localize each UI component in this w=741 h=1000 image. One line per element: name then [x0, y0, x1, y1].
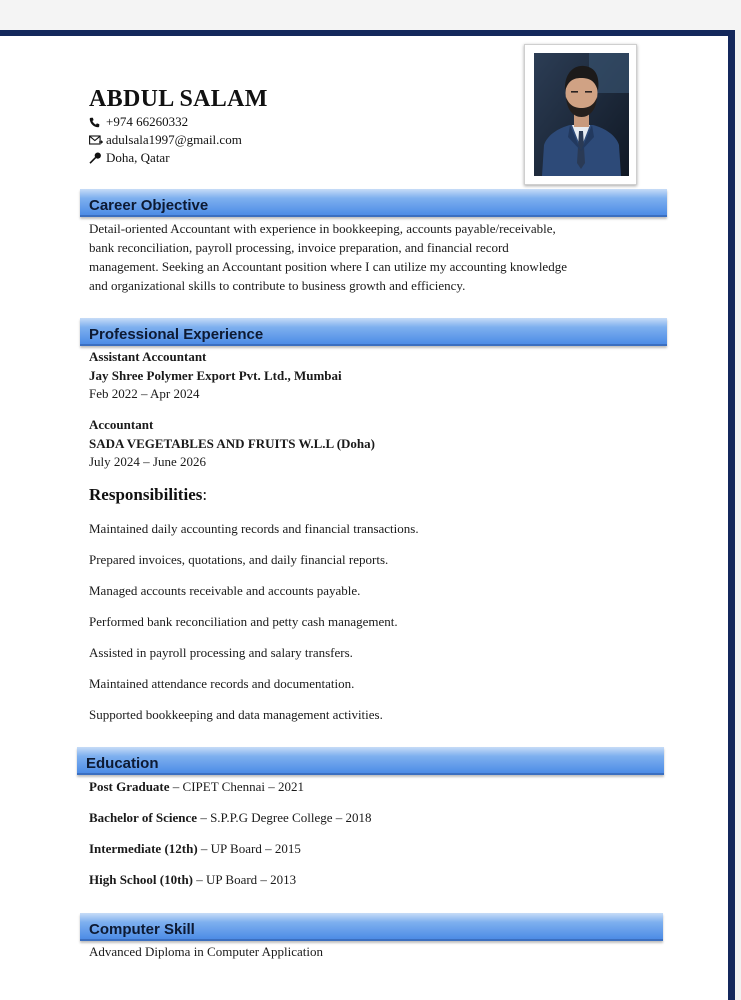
education-degree: Post Graduate — [89, 779, 170, 794]
job-dates: Feb 2022 – Apr 2024 — [89, 386, 200, 401]
section-heading: Career Objective — [89, 197, 209, 214]
objective-line: Detail-oriented Accountant with experience in bookkeeping, accounts payable/receivable, — [89, 221, 556, 236]
objective-line: management. Seeking an Accountant position where I can utilize my accounting knowledge — [89, 259, 567, 274]
responsibilities-colon: : — [202, 485, 208, 504]
responsibility-item: Performed bank reconciliation and petty cash management. — [89, 614, 398, 629]
education-item — [89, 810, 372, 826]
job-title: Accountant — [89, 417, 154, 432]
section-heading: Computer Skill — [89, 921, 195, 938]
responsibility-item: Maintained daily accounting records and financial transactions. — [89, 521, 419, 536]
phone-icon — [89, 116, 103, 128]
envelope-icon — [89, 134, 103, 146]
education-item — [89, 779, 304, 795]
objective-line: and organizational skills to contribute to business growth and efficiency. — [89, 278, 466, 293]
objective-line: bank reconciliation, payroll processing, invoice preparation, and financial record — [89, 240, 509, 255]
contact-email — [89, 132, 242, 148]
contact-location — [89, 150, 170, 166]
section-professional-experience — [80, 318, 667, 346]
computer-skill-text: Advanced Diploma in Computer Application — [89, 944, 323, 959]
location-text: Doha, Qatar — [106, 150, 170, 165]
responsibility-item: Prepared invoices, quotations, and daily financial reports. — [89, 552, 389, 567]
education-degree: Intermediate (12th) — [89, 841, 198, 856]
education-detail: – UP Board – 2013 — [193, 872, 297, 887]
page-backdrop — [0, 0, 741, 30]
job-title: Assistant Accountant — [89, 349, 207, 364]
job-company: Jay Shree Polymer Export Pvt. Ltd., Mumbai — [89, 368, 342, 383]
job-company: SADA VEGETABLES AND FRUITS W.L.L (Doha) — [89, 436, 375, 451]
education-detail: – CIPET Chennai – 2021 — [169, 779, 304, 794]
responsibilities-heading-text: Responsibilities — [89, 485, 203, 504]
responsibility-item: Supported bookkeeping and data management activities. — [89, 707, 383, 722]
responsibility-item: Managed accounts receivable and accounts payable. — [89, 583, 361, 598]
education-item — [89, 841, 301, 857]
email-text[interactable]: adulsala1997@gmail.com — [106, 132, 242, 147]
education-degree: High School (10th) — [89, 872, 194, 887]
job-dates: July 2024 – June 2026 — [89, 454, 206, 469]
education-detail: – S.P.P.G Degree College – 2018 — [197, 810, 372, 825]
pin-icon — [89, 152, 103, 164]
responsibilities-heading — [89, 485, 207, 505]
phone-text: +974 66260332 — [106, 114, 189, 129]
candidate-name: ABDUL SALAM — [89, 86, 268, 112]
profile-photo-image — [534, 53, 629, 176]
section-heading: Professional Experience — [89, 326, 264, 343]
profile-photo — [524, 44, 637, 185]
responsibility-item: Maintained attendance records and documentation. — [89, 676, 355, 691]
education-item — [89, 872, 296, 888]
education-detail: – UP Board – 2015 — [197, 841, 301, 856]
career-objective-text — [89, 219, 649, 295]
section-education — [77, 747, 664, 775]
section-heading: Education — [86, 755, 159, 772]
contact-phone — [89, 114, 188, 130]
education-degree: Bachelor of Science — [89, 810, 198, 825]
section-career-objective — [80, 189, 667, 217]
section-computer-skill — [80, 913, 663, 941]
responsibility-item: Assisted in payroll processing and salary transfers. — [89, 645, 353, 660]
